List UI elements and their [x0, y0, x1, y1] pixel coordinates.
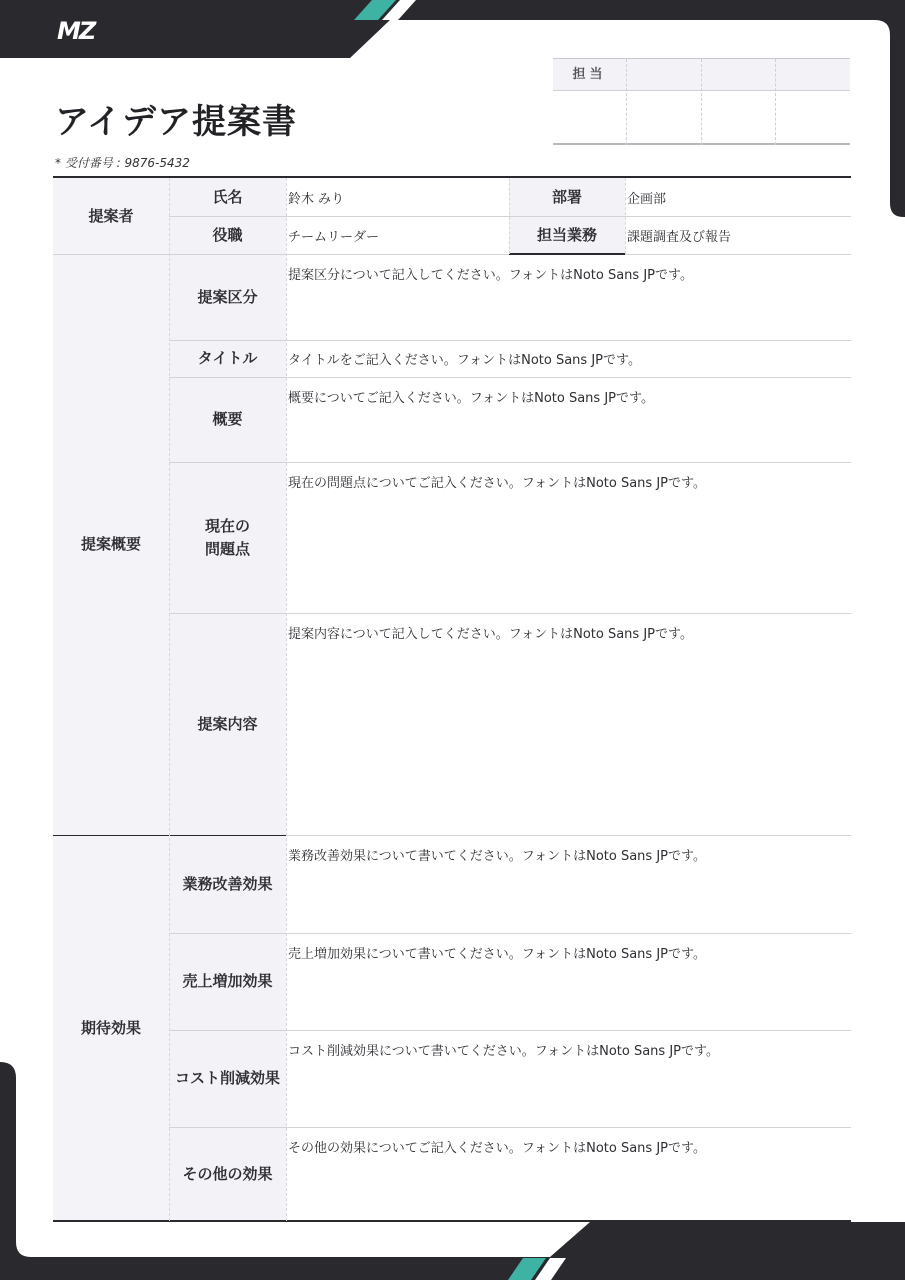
- row-divider: [169, 216, 851, 217]
- name-value: 鈴木 みり: [288, 191, 345, 207]
- overview-text: 概要についてご記入ください。フォントはNoto Sans JPです。: [288, 391, 654, 406]
- row-divider: [169, 462, 851, 463]
- summary-section-label: 提案概要: [53, 254, 169, 835]
- row-divider: [286, 835, 851, 836]
- duty-label: 担当業務: [509, 216, 625, 254]
- row-divider: [169, 613, 851, 614]
- effects-section-label: 期待効果: [53, 835, 169, 1221]
- problems-label: 現在の 問題点: [169, 462, 286, 613]
- proposal-content-label: 提案内容: [169, 613, 286, 835]
- category-label: 提案区分: [169, 254, 286, 340]
- proposer-section-label: 提案者: [53, 178, 169, 254]
- cost-effect-label: コスト削減効果: [169, 1030, 286, 1127]
- stamp-divider: [701, 59, 702, 145]
- overview-label: 概要: [169, 377, 286, 462]
- row-divider: [53, 254, 851, 255]
- other-effect-label: その他の効果: [169, 1127, 286, 1221]
- efficiency-effect-text: 業務改善効果について書いてください。フォントはNoto Sans JPです。: [288, 849, 706, 864]
- cost-effect-text: コスト削減効果について書いてください。フォントはNoto Sans JPです。: [288, 1044, 719, 1059]
- row-divider: [169, 377, 851, 378]
- column-divider: [169, 178, 170, 1221]
- table-bottom-border: [53, 1220, 851, 1222]
- column-divider: [625, 178, 626, 254]
- column-divider: [509, 178, 510, 254]
- table-top-border: [53, 176, 851, 178]
- role-value: チームリーダー: [288, 229, 380, 245]
- dept-underline: [509, 253, 625, 255]
- approval-stamp-box: [553, 58, 850, 145]
- problems-text: 現在の問題点についてご記入ください。フォントはNoto Sans JPです。: [288, 476, 706, 491]
- sales-effect-label: 売上増加効果: [169, 933, 286, 1030]
- department-label: 部署: [509, 178, 625, 216]
- name-label: 氏名: [169, 178, 286, 216]
- stamp-divider: [775, 59, 776, 145]
- category-text: 提案区分について記入してください。フォントはNoto Sans JPです。: [288, 268, 693, 283]
- title-text: タイトルをご記入ください。フォントはNoto Sans JPです。: [288, 353, 641, 368]
- row-divider: [169, 340, 851, 341]
- efficiency-effect-label: 業務改善効果: [169, 835, 286, 933]
- duty-value: 課題調査及び報告: [627, 229, 732, 245]
- row-divider: [169, 933, 851, 934]
- page-title: アイデア提案書: [55, 102, 297, 142]
- column-divider: [286, 178, 287, 1221]
- department-value: 企画部: [627, 191, 667, 207]
- title-label: タイトル: [169, 340, 286, 377]
- receipt-number: * 受付番号 : 9876-5432: [55, 156, 190, 170]
- stamp-divider: [626, 59, 627, 145]
- stamp-label: 担当: [572, 67, 607, 82]
- proposal-content-text: 提案内容について記入してください。フォントはNoto Sans JPです。: [288, 627, 693, 642]
- row-divider: [169, 1030, 851, 1031]
- other-effect-text: その他の効果についてご記入ください。フォントはNoto Sans JPです。: [288, 1141, 706, 1156]
- company-logo: MZ: [57, 17, 95, 45]
- row-divider: [169, 1127, 851, 1128]
- role-label: 役職: [169, 216, 286, 254]
- sales-effect-text: 売上増加効果について書いてください。フォントはNoto Sans JPです。: [288, 947, 706, 962]
